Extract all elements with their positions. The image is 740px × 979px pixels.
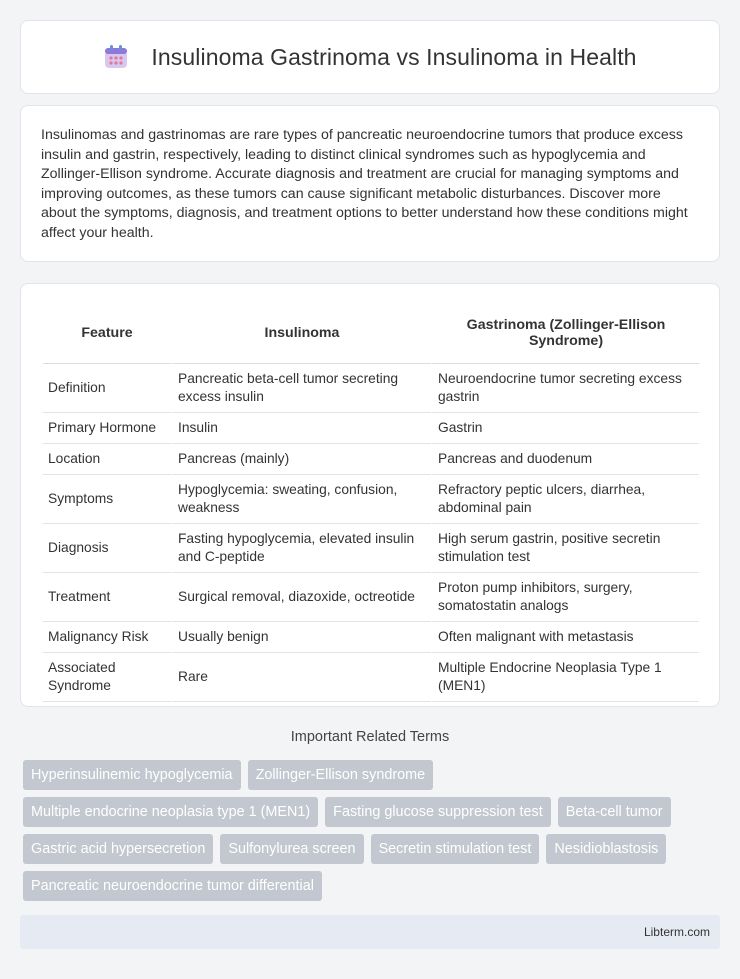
title-card [20, 20, 720, 94]
row-insulinoma: Surgical removal, diazoxide, octreotide [171, 573, 431, 622]
row-feature: Primary Hormone [43, 413, 171, 444]
related-terms-tags [23, 760, 723, 901]
related-term-tag[interactable]: Hyperinsulinemic hypoglycemia [23, 760, 241, 790]
header-gastrinoma: Gastrinoma (Zollinger-Ellison Syndrome) [431, 302, 699, 364]
footer-brand-link[interactable]: Libterm.com [643, 925, 710, 939]
related-term-tag[interactable]: Sulfonylurea screen [220, 834, 363, 864]
table-row [43, 413, 699, 444]
row-insulinoma: Fasting hypoglycemia, elevated insulin and C-peptide [171, 524, 431, 573]
row-feature: Definition [43, 364, 171, 413]
row-gastrinoma: High serum gastrin, positive secretin stimulation test [431, 524, 699, 573]
related-term-tag[interactable]: Secretin stimulation test [371, 834, 540, 864]
related-term-tag[interactable]: Gastric acid hypersecretion [23, 834, 213, 864]
intro-text: Insulinomas and gastrinomas are rare types of pancreatic neuroendocrine tumors that produce excess insulin and gastrin, respectively, leading to distinct clinical syndromes such as hypoglycemia and Zollinger-Ellison syndrome. Accurate diagnosis and treatment are crucial for managing symptoms and improving outcomes, as these tumors can cause significant metabolic disturbances. Discover more about the symptoms, diagnosis, and treatment options to better understand how these conditions might affect your health. [41, 127, 688, 241]
table-row [43, 524, 699, 573]
row-insulinoma: Insulin [171, 413, 431, 444]
related-term-tag[interactable]: Zollinger-Ellison syndrome [248, 760, 434, 790]
row-insulinoma: Pancreatic beta-cell tumor secreting excess insulin [171, 364, 431, 413]
related-term-tag[interactable]: Pancreatic neuroendocrine tumor differential [23, 871, 322, 901]
row-gastrinoma: Multiple Endocrine Neoplasia Type 1 (MEN1) [431, 653, 699, 702]
row-insulinoma: Hypoglycemia: sweating, confusion, weakness [171, 475, 431, 524]
table-row [43, 653, 699, 702]
row-feature: Diagnosis [43, 524, 171, 573]
row-feature: Location [43, 444, 171, 475]
table-row [43, 364, 699, 413]
header-insulinoma: Insulinoma [171, 302, 431, 364]
comparison-table [43, 302, 699, 702]
intro-card [20, 105, 720, 262]
footer [20, 915, 720, 949]
table-row [43, 444, 699, 475]
row-insulinoma: Usually benign [171, 622, 431, 653]
row-gastrinoma: Pancreas and duodenum [431, 444, 699, 475]
related-term-tag[interactable]: Nesidioblastosis [546, 834, 666, 864]
calendar-grid-icon [103, 44, 129, 70]
row-gastrinoma: Often malignant with metastasis [431, 622, 699, 653]
row-gastrinoma: Refractory peptic ulcers, diarrhea, abdominal pain [431, 475, 699, 524]
row-gastrinoma: Gastrin [431, 413, 699, 444]
row-feature: Symptoms [43, 475, 171, 524]
row-insulinoma: Rare [171, 653, 431, 702]
table-row [43, 573, 699, 622]
row-gastrinoma: Proton pump inhibitors, surgery, somatostatin analogs [431, 573, 699, 622]
row-gastrinoma: Neuroendocrine tumor secreting excess gastrin [431, 364, 699, 413]
table-row [43, 622, 699, 653]
table-row [43, 475, 699, 524]
related-term-tag[interactable]: Beta-cell tumor [558, 797, 671, 827]
comparison-table-card [20, 283, 720, 707]
table-header-row [43, 302, 699, 364]
row-feature: Associated Syndrome [43, 653, 171, 702]
row-insulinoma: Pancreas (mainly) [171, 444, 431, 475]
related-terms-title: Important Related Terms [290, 729, 450, 745]
related-term-tag[interactable]: Multiple endocrine neoplasia type 1 (MEN1) [23, 797, 318, 827]
page-title: Insulinoma Gastrinoma vs Insulinoma in Health [151, 43, 637, 70]
row-feature: Treatment [43, 573, 171, 622]
related-term-tag[interactable]: Fasting glucose suppression test [325, 797, 551, 827]
row-feature: Malignancy Risk [43, 622, 171, 653]
header-feature: Feature [43, 302, 171, 364]
